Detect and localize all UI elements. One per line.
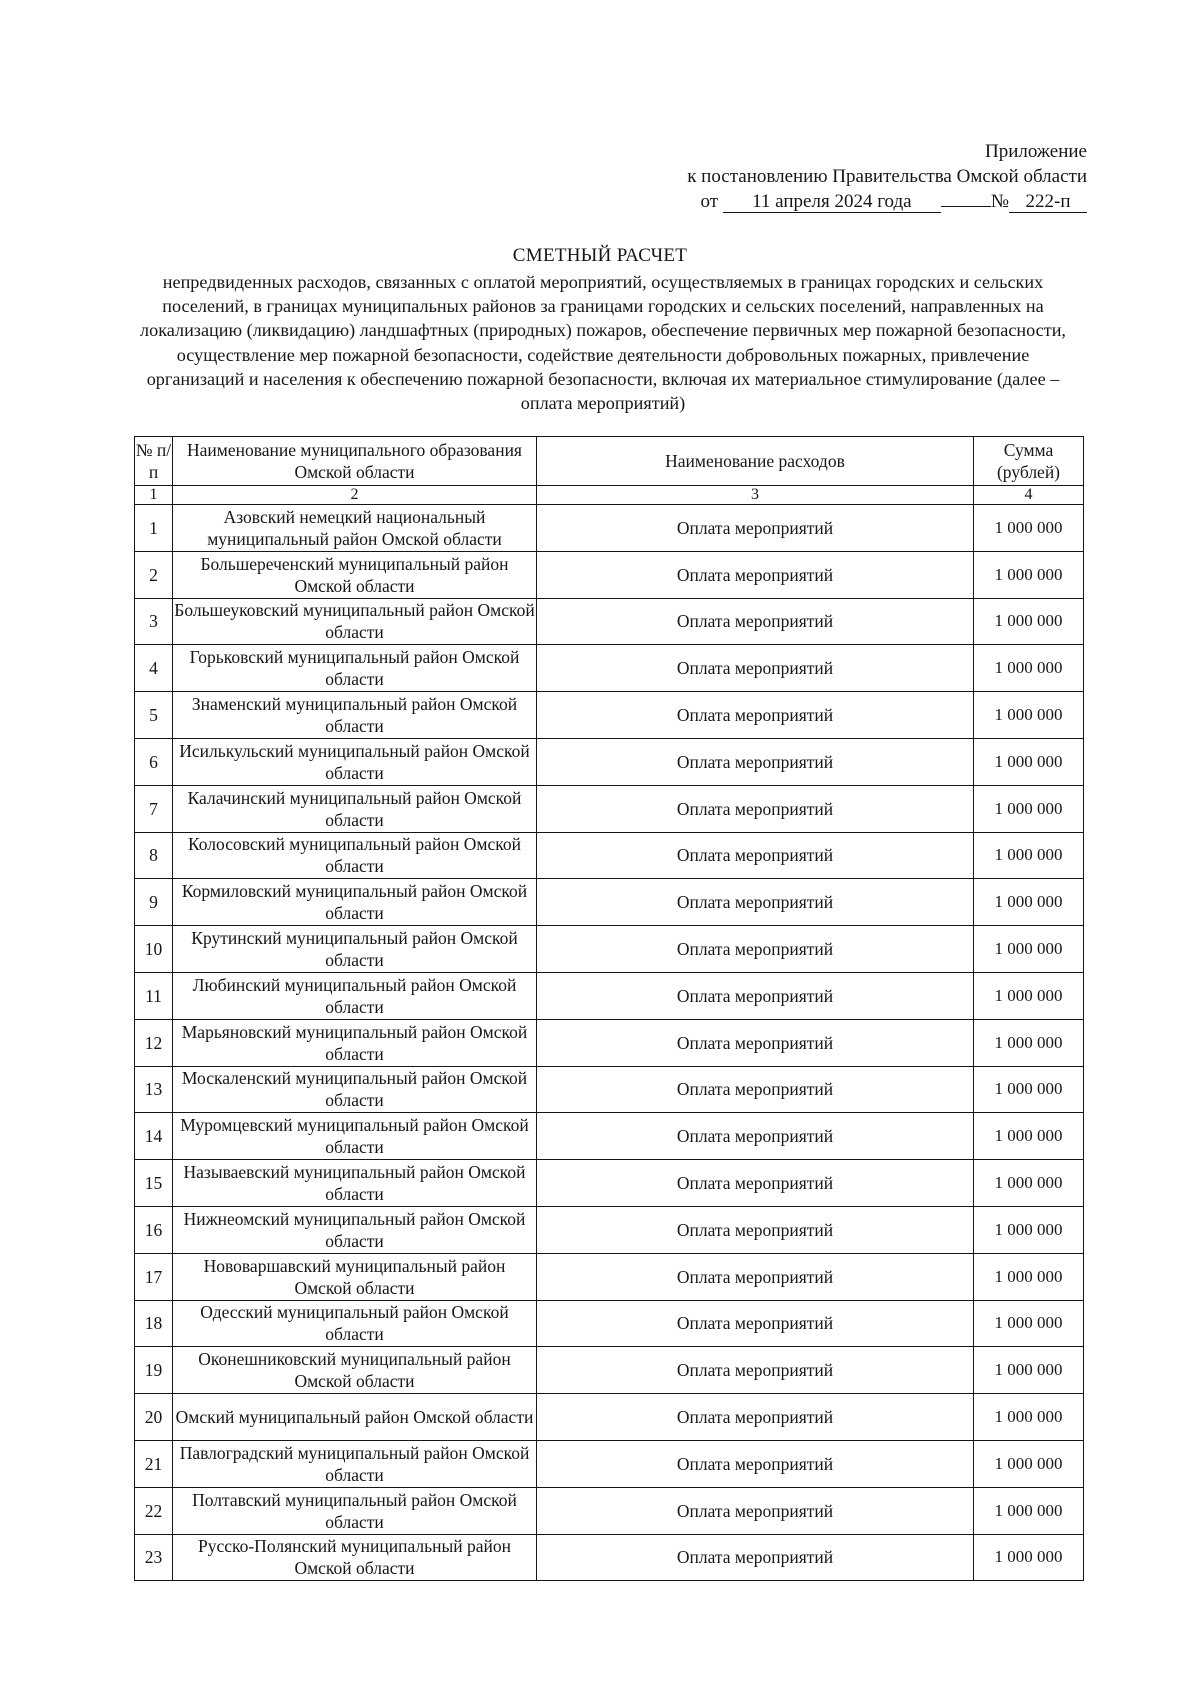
table-row: [135, 598, 1084, 645]
expense-name: Оплата мероприятий: [537, 598, 974, 645]
table-row: [135, 738, 1084, 785]
row-number: 15: [135, 1160, 173, 1207]
municipality-name: Оконешниковский муниципальный район Омской области: [173, 1347, 537, 1394]
expense-name: Оплата мероприятий: [537, 1019, 974, 1066]
table-row: [135, 1487, 1084, 1534]
row-number: 5: [135, 692, 173, 739]
table-row: [135, 1394, 1084, 1441]
table-row: [135, 551, 1084, 598]
expense-name: Оплата мероприятий: [537, 879, 974, 926]
row-number: 10: [135, 926, 173, 973]
expense-sum: 1 000 000: [974, 738, 1084, 785]
expense-name: Оплата мероприятий: [537, 1160, 974, 1207]
table-row: [135, 1066, 1084, 1113]
municipality-name: Называевский муниципальный район Омской области: [173, 1160, 537, 1207]
expense-name: Оплата мероприятий: [537, 1113, 974, 1160]
document-subtitle: непредвиденных расходов, связанных с оплатой мероприятий, осуществляемых в границах городских и сельских поселений, в границах муниципальных районов за границами городских и сельских поселений, направленных на локализацию (ликвидацию) ландшафтных (природных) пожаров, обеспечение первичных мер пожарной безопасности, осуществление мер пожарной безопасности, содействие деятельности добровольных пожарных, привлечение организаций и населения к обеспечению пожарной безопасности, включая их материальное стимулирование (далее – оплата мероприятий): [140, 272, 1066, 414]
column-number-row: [135, 486, 1084, 505]
expense-sum: 1 000 000: [974, 1019, 1084, 1066]
expense-name: Оплата мероприятий: [537, 1440, 974, 1487]
column-number: 2: [173, 486, 537, 505]
expense-sum: 1 000 000: [974, 1253, 1084, 1300]
resolution-label: к постановлению Правительства Омской области: [687, 166, 1087, 187]
municipality-name: Азовский немецкий национальный муниципальный район Омской области: [173, 505, 537, 552]
table-row: [135, 1160, 1084, 1207]
expense-name: Оплата мероприятий: [537, 1300, 974, 1347]
expense-sum: 1 000 000: [974, 926, 1084, 973]
expense-name: Оплата мероприятий: [537, 785, 974, 832]
municipality-name: Полтавский муниципальный район Омской области: [173, 1487, 537, 1534]
expense-sum: 1 000 000: [974, 1347, 1084, 1394]
table-row: [135, 1300, 1084, 1347]
resolution-number: 222-п: [1009, 192, 1087, 213]
row-number: 7: [135, 785, 173, 832]
row-number: 14: [135, 1113, 173, 1160]
row-number: 12: [135, 1019, 173, 1066]
estimate-table: [134, 436, 1084, 1581]
municipality-name: Русско-Полянский муниципальный район Омской области: [173, 1534, 537, 1581]
row-number: 19: [135, 1347, 173, 1394]
expense-sum: 1 000 000: [974, 879, 1084, 926]
row-number: 9: [135, 879, 173, 926]
row-number: 3: [135, 598, 173, 645]
table-row: [135, 879, 1084, 926]
document-title: СМЕТНЫЙ РАСЧЕТ: [512, 245, 688, 266]
header-sum: Сумма (рублей): [974, 437, 1084, 486]
municipality-name: Муромцевский муниципальный район Омской области: [173, 1113, 537, 1160]
row-number: 4: [135, 645, 173, 692]
expense-sum: 1 000 000: [974, 1206, 1084, 1253]
municipality-name: Марьяновский муниципальный район Омской области: [173, 1019, 537, 1066]
expense-name: Оплата мероприятий: [537, 1487, 974, 1534]
expense-name: Оплата мероприятий: [537, 926, 974, 973]
row-number: 1: [135, 505, 173, 552]
row-number: 23: [135, 1534, 173, 1581]
expense-sum: 1 000 000: [974, 785, 1084, 832]
row-number: 2: [135, 551, 173, 598]
expense-name: Оплата мероприятий: [537, 1347, 974, 1394]
column-number: 4: [974, 486, 1084, 505]
expense-sum: 1 000 000: [974, 1487, 1084, 1534]
resolution-date-line: [687, 189, 1087, 214]
table-header-row: [135, 437, 1084, 486]
expense-name: Оплата мероприятий: [537, 1066, 974, 1113]
expense-sum: 1 000 000: [974, 692, 1084, 739]
municipality-name: Павлоградский муниципальный район Омской области: [173, 1440, 537, 1487]
column-number: 1: [135, 486, 173, 505]
expense-name: Оплата мероприятий: [537, 832, 974, 879]
expense-name: Оплата мероприятий: [537, 1534, 974, 1581]
table-row: [135, 972, 1084, 1019]
expense-sum: 1 000 000: [974, 551, 1084, 598]
municipality-name: Москаленский муниципальный район Омской области: [173, 1066, 537, 1113]
expense-name: Оплата мероприятий: [537, 972, 974, 1019]
expense-name: Оплата мероприятий: [537, 1253, 974, 1300]
municipality-name: Большеуковский муниципальный район Омской области: [173, 598, 537, 645]
table-row: [135, 1440, 1084, 1487]
municipality-name: Омский муниципальный район Омской области: [173, 1394, 537, 1441]
table-row: [135, 1019, 1084, 1066]
expense-name: Оплата мероприятий: [537, 738, 974, 785]
municipality-name: Крутинский муниципальный район Омской области: [173, 926, 537, 973]
appendix-label: Приложение: [985, 141, 1087, 162]
date-underline-spacer: [941, 206, 991, 207]
expense-name: Оплата мероприятий: [537, 645, 974, 692]
column-number: 3: [537, 486, 974, 505]
expense-sum: 1 000 000: [974, 1113, 1084, 1160]
table-row: [135, 926, 1084, 973]
municipality-name: Калачинский муниципальный район Омской области: [173, 785, 537, 832]
row-number: 11: [135, 972, 173, 1019]
table-row: [135, 785, 1084, 832]
expense-sum: 1 000 000: [974, 832, 1084, 879]
table-row: [135, 1113, 1084, 1160]
table-row: [135, 645, 1084, 692]
row-number: 16: [135, 1206, 173, 1253]
expense-name: Оплата мероприятий: [537, 692, 974, 739]
table-row: [135, 1347, 1084, 1394]
expense-sum: 1 000 000: [974, 645, 1084, 692]
expense-name: Оплата мероприятий: [537, 505, 974, 552]
table-row: [135, 832, 1084, 879]
expense-sum: 1 000 000: [974, 598, 1084, 645]
municipality-name: Одесский муниципальный район Омской области: [173, 1300, 537, 1347]
row-number: 21: [135, 1440, 173, 1487]
municipality-name: Исилькульский муниципальный район Омской области: [173, 738, 537, 785]
header-municipality: Наименование муниципального образования Омской области: [173, 437, 537, 486]
expense-name: Оплата мероприятий: [537, 1394, 974, 1441]
table-row: [135, 1534, 1084, 1581]
expense-sum: 1 000 000: [974, 1394, 1084, 1441]
table-row: [135, 692, 1084, 739]
appendix-header: [687, 139, 1087, 214]
municipality-name: Большереченский муниципальный район Омской области: [173, 551, 537, 598]
expense-name: Оплата мероприятий: [537, 1206, 974, 1253]
expense-sum: 1 000 000: [974, 1066, 1084, 1113]
header-expense: Наименование расходов: [537, 437, 974, 486]
table-row: [135, 1253, 1084, 1300]
header-number: № п/п: [135, 437, 173, 486]
row-number: 13: [135, 1066, 173, 1113]
row-number: 22: [135, 1487, 173, 1534]
expense-sum: 1 000 000: [974, 972, 1084, 1019]
expense-sum: 1 000 000: [974, 1160, 1084, 1207]
row-number: 20: [135, 1394, 173, 1441]
municipality-name: Колосовский муниципальный район Омской области: [173, 832, 537, 879]
expense-sum: 1 000 000: [974, 505, 1084, 552]
municipality-name: Нововаршавский муниципальный район Омской области: [173, 1253, 537, 1300]
expense-name: Оплата мероприятий: [537, 551, 974, 598]
row-number: 18: [135, 1300, 173, 1347]
row-number: 17: [135, 1253, 173, 1300]
table-row: [135, 505, 1084, 552]
date-prefix: от: [700, 191, 719, 212]
row-number: 8: [135, 832, 173, 879]
table-row: [135, 1206, 1084, 1253]
municipality-name: Любинский муниципальный район Омской области: [173, 972, 537, 1019]
resolution-date: 11 апреля 2024 года: [723, 192, 941, 213]
municipality-name: Кормиловский муниципальный район Омской области: [173, 879, 537, 926]
expense-sum: 1 000 000: [974, 1440, 1084, 1487]
expense-sum: 1 000 000: [974, 1534, 1084, 1581]
municipality-name: Знаменский муниципальный район Омской области: [173, 692, 537, 739]
expense-sum: 1 000 000: [974, 1300, 1084, 1347]
municipality-name: Горьковский муниципальный район Омской области: [173, 645, 537, 692]
municipality-name: Нижнеомский муниципальный район Омской области: [173, 1206, 537, 1253]
number-prefix: №: [990, 191, 1009, 212]
row-number: 6: [135, 738, 173, 785]
